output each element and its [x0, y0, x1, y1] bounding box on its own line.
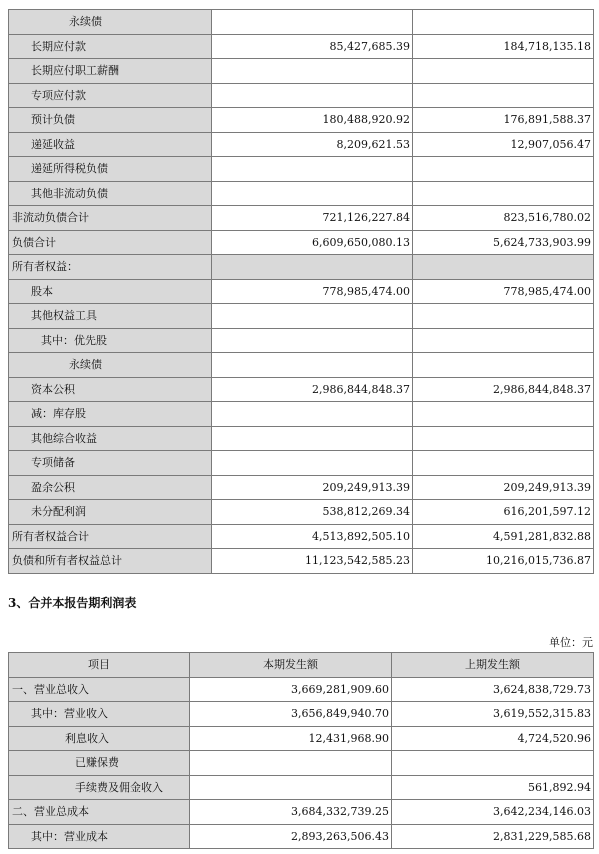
table-row — [9, 304, 594, 329]
row-label: 负债合计 — [9, 230, 212, 255]
table-header-row — [9, 653, 594, 678]
row-label: 永续债 — [9, 353, 212, 378]
previous-value — [413, 426, 594, 451]
current-value — [190, 775, 392, 800]
current-value — [212, 451, 413, 476]
income-statement-table — [8, 652, 594, 849]
current-value: 721,126,227.84 — [212, 206, 413, 231]
table-row — [9, 328, 594, 353]
current-value: 180,488,920.92 — [212, 108, 413, 133]
row-label: 非流动负债合计 — [9, 206, 212, 231]
row-label: 二、营业总成本 — [9, 800, 190, 825]
column-header-previous: 上期发生额 — [392, 653, 594, 678]
row-label: 手续费及佣金收入 — [9, 775, 190, 800]
previous-value — [413, 328, 594, 353]
row-label: 专项储备 — [9, 451, 212, 476]
previous-value — [392, 751, 594, 776]
previous-value: 616,201,597.12 — [413, 500, 594, 525]
previous-value: 209,249,913.39 — [413, 475, 594, 500]
table-row — [9, 702, 594, 727]
table-row — [9, 10, 594, 35]
previous-value — [413, 304, 594, 329]
table-row — [9, 426, 594, 451]
current-value: 4,513,892,505.10 — [212, 524, 413, 549]
row-label: 其中：优先股 — [9, 328, 212, 353]
row-label: 未分配利润 — [9, 500, 212, 525]
table-row — [9, 800, 594, 825]
current-value — [212, 426, 413, 451]
row-label: 其他非流动负债 — [9, 181, 212, 206]
table-row — [9, 451, 594, 476]
current-value — [212, 255, 413, 280]
table-row — [9, 157, 594, 182]
row-label: 资本公积 — [9, 377, 212, 402]
previous-value — [413, 157, 594, 182]
table-row — [9, 108, 594, 133]
previous-value — [413, 59, 594, 84]
row-label: 其他权益工具 — [9, 304, 212, 329]
previous-value — [413, 83, 594, 108]
current-value: 3,669,281,909.60 — [190, 677, 392, 702]
previous-value: 3,642,234,146.03 — [392, 800, 594, 825]
table-row — [9, 59, 594, 84]
section-heading: 3、合并本报告期利润表 — [8, 596, 137, 610]
row-label: 预计负债 — [9, 108, 212, 133]
current-value: 6,609,650,080.13 — [212, 230, 413, 255]
table-row — [9, 677, 594, 702]
row-label: 所有者权益合计 — [9, 524, 212, 549]
previous-value: 10,216,015,736.87 — [413, 549, 594, 574]
table-row — [9, 751, 594, 776]
row-label: 长期应付职工薪酬 — [9, 59, 212, 84]
previous-value — [413, 402, 594, 427]
unit-label: 单位：元 — [549, 636, 593, 649]
column-header-item: 项目 — [9, 653, 190, 678]
table-row — [9, 181, 594, 206]
row-label: 其中：营业成本 — [9, 824, 190, 849]
previous-value: 4,591,281,832.88 — [413, 524, 594, 549]
row-label: 利息收入 — [9, 726, 190, 751]
current-value — [212, 59, 413, 84]
table-row — [9, 255, 594, 280]
table-row — [9, 402, 594, 427]
previous-value: 176,891,588.37 — [413, 108, 594, 133]
row-label: 负债和所有者权益总计 — [9, 549, 212, 574]
row-label: 已赚保费 — [9, 751, 190, 776]
row-label: 股本 — [9, 279, 212, 304]
previous-value — [413, 255, 594, 280]
column-header-current: 本期发生额 — [190, 653, 392, 678]
table-row — [9, 524, 594, 549]
table-row — [9, 206, 594, 231]
current-value: 2,893,263,506.43 — [190, 824, 392, 849]
current-value: 8,209,621.53 — [212, 132, 413, 157]
table-row — [9, 230, 594, 255]
table-row — [9, 353, 594, 378]
current-value: 209,249,913.39 — [212, 475, 413, 500]
row-label: 递延收益 — [9, 132, 212, 157]
current-value — [212, 402, 413, 427]
current-value: 11,123,542,585.23 — [212, 549, 413, 574]
row-label: 所有者权益： — [9, 255, 212, 280]
previous-value: 184,718,135.18 — [413, 34, 594, 59]
table-row — [9, 500, 594, 525]
table-row — [9, 824, 594, 849]
current-value — [212, 304, 413, 329]
previous-value: 3,619,552,315.83 — [392, 702, 594, 727]
current-value — [212, 10, 413, 35]
previous-value: 5,624,733,903.99 — [413, 230, 594, 255]
table-row — [9, 549, 594, 574]
previous-value — [413, 10, 594, 35]
current-value: 3,656,849,940.70 — [190, 702, 392, 727]
current-value — [190, 751, 392, 776]
previous-value: 12,907,056.47 — [413, 132, 594, 157]
current-value — [212, 181, 413, 206]
row-label: 减：库存股 — [9, 402, 212, 427]
table-row — [9, 726, 594, 751]
previous-value — [413, 181, 594, 206]
previous-value: 2,831,229,585.68 — [392, 824, 594, 849]
previous-value: 2,986,844,848.37 — [413, 377, 594, 402]
row-label: 递延所得税负债 — [9, 157, 212, 182]
table-row — [9, 775, 594, 800]
row-label: 一、营业总收入 — [9, 677, 190, 702]
previous-value: 561,892.94 — [392, 775, 594, 800]
balance-sheet-table — [8, 9, 594, 574]
row-label: 长期应付款 — [9, 34, 212, 59]
row-label: 专项应付款 — [9, 83, 212, 108]
current-value: 2,986,844,848.37 — [212, 377, 413, 402]
table-row — [9, 34, 594, 59]
previous-value: 4,724,520.96 — [392, 726, 594, 751]
current-value: 85,427,685.39 — [212, 34, 413, 59]
row-label: 其他综合收益 — [9, 426, 212, 451]
current-value — [212, 353, 413, 378]
current-value — [212, 328, 413, 353]
current-value: 12,431,968.90 — [190, 726, 392, 751]
previous-value: 823,516,780.02 — [413, 206, 594, 231]
previous-value — [413, 353, 594, 378]
row-label: 盈余公积 — [9, 475, 212, 500]
table-row — [9, 475, 594, 500]
current-value: 778,985,474.00 — [212, 279, 413, 304]
current-value: 3,684,332,739.25 — [190, 800, 392, 825]
current-value — [212, 83, 413, 108]
table-row — [9, 83, 594, 108]
current-value: 538,812,269.34 — [212, 500, 413, 525]
previous-value — [413, 451, 594, 476]
previous-value: 778,985,474.00 — [413, 279, 594, 304]
current-value — [212, 157, 413, 182]
previous-value: 3,624,838,729.73 — [392, 677, 594, 702]
table-row — [9, 377, 594, 402]
row-label: 其中：营业收入 — [9, 702, 190, 727]
row-label: 永续债 — [9, 10, 212, 35]
table-row — [9, 279, 594, 304]
table-row — [9, 132, 594, 157]
